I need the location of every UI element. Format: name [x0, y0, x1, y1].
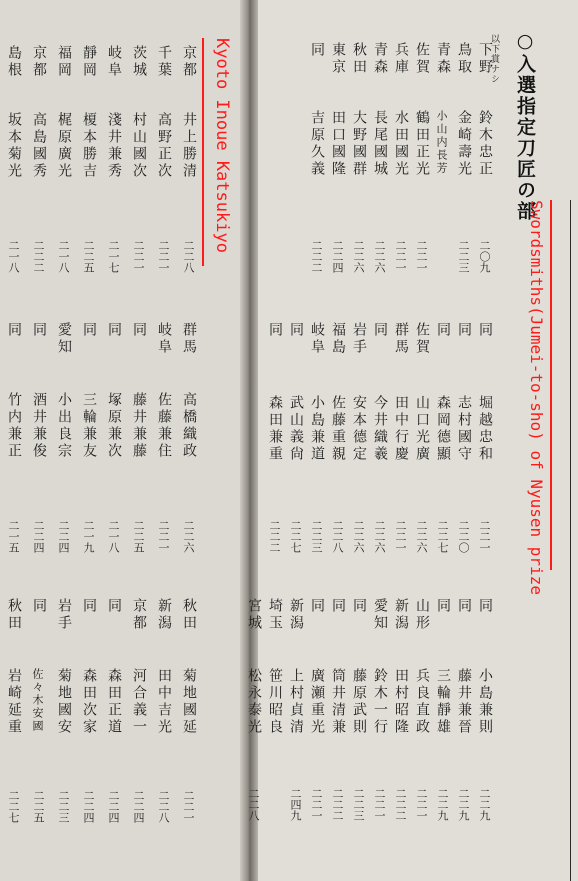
entry-num: 二二九 — [436, 788, 449, 821]
entry-name: 榎本勝吉 — [81, 112, 97, 180]
entry-loc: 同 — [288, 322, 304, 339]
entry-loc: 秋田 — [351, 42, 367, 76]
entry-name: 兵良直政 — [414, 668, 430, 736]
book-gutter — [240, 0, 258, 881]
entry-loc: 宮城 — [246, 598, 262, 632]
entry-num: 二二五 — [82, 240, 95, 273]
entry-num: 二二三 — [352, 788, 365, 821]
entry-name: 佐々木安國 — [31, 668, 44, 733]
entry-loc: 鳥取 — [456, 42, 472, 76]
entry-num: 二二一 — [415, 788, 428, 821]
entry-name: 坂本菊光 — [6, 112, 22, 180]
entry-name: 佐藤重親 — [330, 395, 346, 463]
entry-loc: 同 — [456, 322, 472, 339]
entry-name: 森田正道 — [106, 668, 122, 736]
entry-num: 二二五 — [32, 790, 45, 823]
entry-name: 小島兼則 — [477, 668, 493, 736]
entry-loc: 同 — [351, 598, 367, 615]
entry-num: 二二七 — [436, 520, 449, 553]
entry-num: 二二一 — [394, 240, 407, 273]
entry-name: 上村貞清 — [288, 668, 304, 736]
entry-loc: 同 — [81, 598, 97, 615]
entry-loc: 群馬 — [181, 322, 197, 356]
annotation-right-underline — [550, 200, 552, 570]
entry-num: 二二四 — [132, 790, 145, 823]
entry-loc: 新潟 — [156, 598, 172, 632]
annotation-right: Swordsmiths(Jumei-to-sho) of Nyusen prize — [527, 200, 546, 595]
entry-name: 酒井兼俊 — [31, 392, 47, 460]
entry-num: 二二一 — [132, 240, 145, 273]
entry-loc: 青森 — [372, 42, 388, 76]
entry-loc: 下野 — [477, 42, 493, 76]
entry-loc: 山形 — [414, 598, 430, 632]
entry-num: 二二六 — [182, 520, 195, 553]
entry-name: 今井織羲 — [372, 395, 388, 463]
entry-num: 二一九 — [82, 520, 95, 553]
entry-num: 二一八 — [107, 520, 120, 553]
entry-loc: 同 — [435, 322, 451, 339]
entry-loc: 京都 — [181, 45, 197, 79]
entry-num: 二四九 — [289, 788, 302, 821]
entry-loc: 兵庫 — [393, 42, 409, 76]
entry-loc: 千葉 — [156, 45, 172, 79]
entry-name: 田村昭隆 — [393, 668, 409, 736]
entry-num: 二二二 — [394, 788, 407, 821]
entry-num: 二二六 — [352, 520, 365, 553]
entry-loc: 秋田 — [6, 598, 22, 632]
entry-loc: 同 — [330, 598, 346, 615]
entry-name: 塚原兼次 — [106, 392, 122, 460]
entry-name: 小山内長芳 — [435, 110, 448, 175]
entry-name: 小出良宗 — [56, 392, 72, 460]
entry-loc: 同 — [477, 598, 493, 615]
entry-loc: 同 — [309, 42, 325, 59]
entry-num: 二二三 — [310, 520, 323, 553]
entry-num: 二二四 — [82, 790, 95, 823]
entry-num: 二二八 — [182, 240, 195, 273]
entry-loc: 同 — [131, 322, 147, 339]
entry-loc: 同 — [435, 598, 451, 615]
entry-loc: 新潟 — [288, 598, 304, 632]
entry-name: 高島國秀 — [31, 112, 47, 180]
entry-name: 藤井兼晉 — [456, 668, 472, 736]
entry-name: 山口光廣 — [414, 395, 430, 463]
entry-name: 安本德定 — [351, 395, 367, 463]
entry-name: 田口國隆 — [330, 110, 346, 178]
annotation-left: Kyoto Inoue Katsukiyo — [212, 38, 232, 253]
entry-name: 堀越忠和 — [477, 395, 493, 463]
entry-num: 二二二 — [331, 788, 344, 821]
entry-name: 鶴田正光 — [414, 110, 430, 178]
entry-name: 武山義尙 — [288, 395, 304, 463]
entry-loc: 京都 — [131, 598, 147, 632]
entry-num: 二二九 — [478, 788, 491, 821]
entry-loc: 靜岡 — [81, 45, 97, 79]
entry-num: 二二八 — [157, 790, 170, 823]
entry-name: 河合義一 — [131, 668, 147, 736]
entry-name: 佐藤兼住 — [156, 392, 172, 460]
entry-name: 菊地國安 — [56, 668, 72, 736]
entry-loc: 同 — [31, 322, 47, 339]
entry-name: 梶原廣光 — [56, 112, 72, 180]
entry-num: 二二八 — [331, 520, 344, 553]
entry-loc: 同 — [6, 322, 22, 339]
entry-loc: 佐賀 — [414, 42, 430, 76]
entry-name: 藤井兼藤 — [131, 392, 147, 460]
entry-num: 二二四 — [57, 520, 70, 553]
annotation-left-underline — [202, 38, 204, 266]
entry-loc: 同 — [267, 322, 283, 339]
entry-name: 井上勝清 — [181, 112, 197, 180]
entry-name: 高野正次 — [156, 112, 172, 180]
entry-name: 鈴木忠正 — [477, 110, 493, 178]
entry-name: 高橋織政 — [181, 392, 197, 460]
entry-name: 小島兼道 — [309, 395, 325, 463]
entry-name: 岩崎延重 — [6, 668, 22, 736]
entry-num: 二〇九 — [478, 240, 491, 273]
entry-loc: 島根 — [6, 45, 22, 79]
entry-num: 二二七 — [289, 520, 302, 553]
entry-num: 二二四 — [107, 790, 120, 823]
entry-loc: 岐阜 — [309, 322, 325, 356]
entry-loc: 秋田 — [181, 598, 197, 632]
entry-loc: 埼玉 — [267, 598, 283, 632]
entry-name: 田中吉光 — [156, 668, 172, 736]
entry-num: 二二六 — [373, 520, 386, 553]
entry-name: 金崎壽光 — [456, 110, 472, 178]
entry-num: 二二一 — [182, 790, 195, 823]
entry-name: 吉原久義 — [309, 110, 325, 178]
entry-num: 二二四 — [32, 520, 45, 553]
entry-num: 二二一 — [157, 520, 170, 553]
entry-loc: 同 — [106, 598, 122, 615]
entry-num: 二二一 — [157, 240, 170, 273]
entry-name: 菊地國延 — [181, 668, 197, 736]
entry-name: 竹内兼正 — [6, 392, 22, 460]
entry-loc: 茨城 — [131, 45, 147, 79]
entry-loc: 愛知 — [56, 322, 72, 356]
entry-num: 二二七 — [7, 790, 20, 823]
entry-loc: 福岡 — [56, 45, 72, 79]
entry-name: 長尾國城 — [372, 110, 388, 178]
entry-name: 志村國守 — [456, 395, 472, 463]
entry-num: 二二一 — [478, 520, 491, 553]
entry-loc: 同 — [81, 322, 97, 339]
entry-num: 二二五 — [132, 520, 145, 553]
entry-num: 二二三 — [457, 240, 470, 273]
entry-loc: 岐阜 — [156, 322, 172, 356]
entry-num: 二二〇 — [457, 520, 470, 553]
entry-num: 二二九 — [457, 788, 470, 821]
entry-loc: 福島 — [330, 322, 346, 356]
entry-num: 二二二 — [310, 240, 323, 273]
entry-loc: 同 — [477, 322, 493, 339]
entry-loc: 群馬 — [393, 322, 409, 356]
entry-num: 二二二 — [268, 520, 281, 553]
entry-loc: 岩手 — [351, 322, 367, 356]
entry-num: 二二四 — [331, 240, 344, 273]
entry-num: 二二一 — [415, 240, 428, 273]
entry-num: 二一七 — [107, 240, 120, 273]
entry-num: 二一八 — [7, 240, 20, 273]
entry-name: 森岡德顯 — [435, 395, 451, 463]
entry-loc: 東京 — [330, 42, 346, 76]
entry-loc: 同 — [31, 598, 47, 615]
entry-loc: 愛知 — [372, 598, 388, 632]
entry-loc: 岐阜 — [106, 45, 122, 79]
entry-name: 大野國群 — [351, 110, 367, 178]
entry-name: 水田國光 — [393, 110, 409, 178]
entry-name: 鈴木一行 — [372, 668, 388, 736]
entry-name: 筒井清兼 — [330, 668, 346, 736]
entry-name: 森田兼重 — [267, 395, 283, 463]
entry-loc: 同 — [456, 598, 472, 615]
entry-loc: 佐賀 — [414, 322, 430, 356]
entry-loc: 岩手 — [56, 598, 72, 632]
entry-num: 二二八 — [247, 788, 260, 821]
entry-name: 三輪靜雄 — [435, 668, 451, 736]
entry-loc: 同 — [106, 322, 122, 339]
entry-num: 二二一 — [373, 788, 386, 821]
entry-num: 二二三 — [57, 790, 70, 823]
entry-num: 二二一 — [394, 520, 407, 553]
page-rule — [570, 200, 571, 881]
entry-name: 三輪兼友 — [81, 392, 97, 460]
section-subtitle: 以下賞ナシ — [489, 34, 499, 84]
entry-num: 二二一 — [310, 788, 323, 821]
entry-num: 二二六 — [415, 520, 428, 553]
entry-num: 二二二 — [32, 240, 45, 273]
entry-name: 村山國次 — [131, 112, 147, 180]
entry-loc: 新潟 — [393, 598, 409, 632]
entry-name: 淺井兼秀 — [106, 112, 122, 180]
entry-name: 笹川昭良 — [267, 668, 283, 736]
section-title: ○入選指定刀匠の部 — [514, 30, 536, 222]
entry-name: 廣瀬重光 — [309, 668, 325, 736]
entry-name: 藤原武則 — [351, 668, 367, 736]
entry-loc: 青森 — [435, 42, 451, 76]
entry-num: 二二六 — [373, 240, 386, 273]
entry-loc: 同 — [372, 322, 388, 339]
entry-loc: 同 — [309, 598, 325, 615]
entry-num: 二一八 — [57, 240, 70, 273]
entry-loc: 京都 — [31, 45, 47, 79]
entry-num: 二一五 — [7, 520, 20, 553]
entry-num: 二二六 — [352, 240, 365, 273]
entry-name: 森田次家 — [81, 668, 97, 736]
entry-name: 松永泰光 — [246, 668, 262, 736]
entry-name: 田中行慶 — [393, 395, 409, 463]
